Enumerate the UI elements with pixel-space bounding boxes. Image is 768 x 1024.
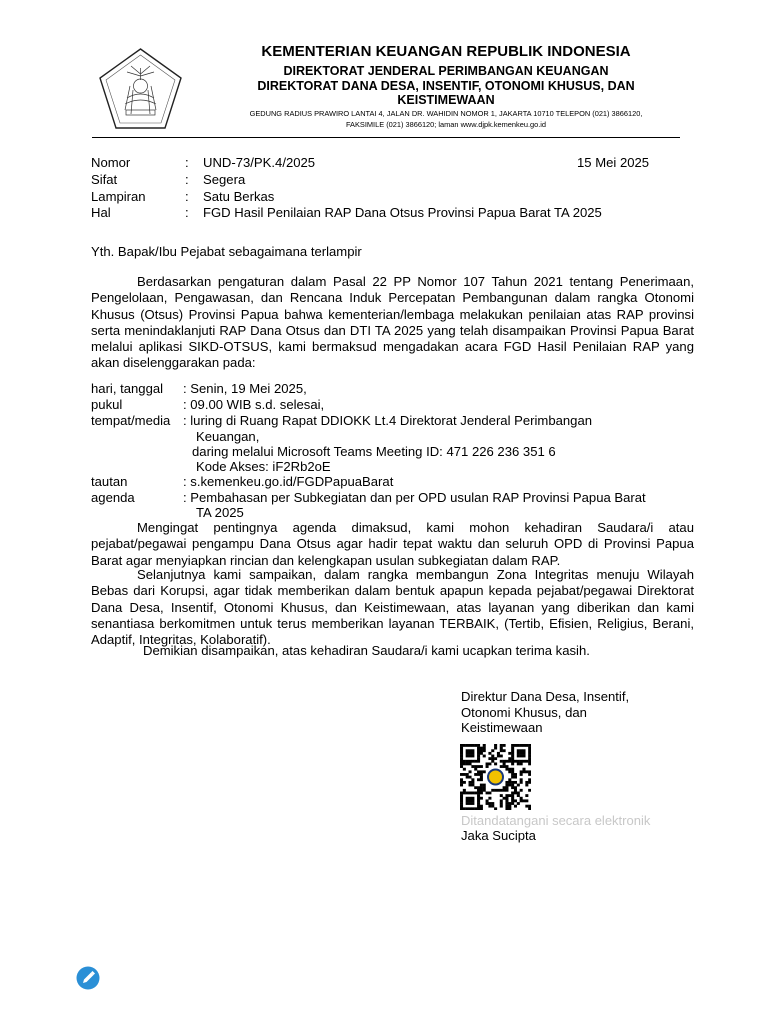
meeting-link[interactable]: : s.kemenkeu.go.id/FGDPapuaBarat <box>183 474 394 489</box>
directorate-names <box>206 64 686 108</box>
directorate-general: DIREKTORAT JENDERAL PERIMBANGAN KEUANGAN <box>283 64 609 78</box>
separator: : <box>185 155 189 170</box>
agenda-line-2: TA 2025 <box>196 505 244 520</box>
place-line-2: Keuangan, <box>196 429 260 444</box>
attachment-label: Lampiran <box>91 189 146 204</box>
time-label: pukul <box>91 397 123 412</box>
nature-label: Sifat <box>91 172 118 187</box>
place-line-4: Kode Akses: iF2Rb2oE <box>196 459 331 474</box>
ministry-name: KEMENTERIAN KEUANGAN REPUBLIK INDONESIA <box>261 43 631 60</box>
letter-date: 15 Mei 2025 <box>577 155 650 170</box>
intro-paragraph: Berdasarkan pengaturan dalam Pasal 22 PP Nomor 107 Tahun 2021 tentang Penerimaan, Pengelolaan, Pengawasan, dan Rencana Induk Percepatan Pembangunan dalam rangka Otonomi Khusus (Otsus) Provinsi Papua bahwa kementerian/lembaga melakukan penilaian atas RAP provinsi serta menindaklanjuti RAP Dana Otsus dan DTI TA 2025 yang telah disampaikan Provinsi Papua Barat melalui aplikasi SIKD-OTSUS, kami bermaksud mengadakan acara FGD Hasil Penilaian RAP yang akan diselenggarakan pada: <box>91 274 694 371</box>
agenda-line-1: : Pembahasan per Subkegiatan dan per OPD usulan RAP Provinsi Papua Barat <box>183 490 646 505</box>
letter-attachment: Satu Berkas <box>203 189 275 204</box>
signatory-title-line-2: Otonomi Khusus, dan <box>461 705 587 720</box>
signatory-title-line-3: Keistimewaan <box>461 720 543 735</box>
letterhead-divider <box>92 137 680 138</box>
letter-number: UND-73/PK.4/2025 <box>203 155 316 170</box>
agenda-label: agenda <box>91 490 135 505</box>
electronic-signature-note: Ditandatangani secara elektronik <box>461 813 651 828</box>
integrity-paragraph: Selanjutnya kami sampaikan, dalam rangka membangun Zona Integritas menuju Wilayah Bebas dari Korupsi, agar tidak memberikan dalam bentuk apapun kepada pejabat/pegawai Direktorat Dana Desa, Insentif, Otonomi Khusus, dan Keistimewaan, atas layanan yang diberikan dan kami senantiasa berkomitmen untuk terus memberikan layanan TERBAIK, (Tertib, Efisien, Religius, Berani, Adaptif, Integritas, Kolaboratif). <box>91 567 694 648</box>
day-label: hari, tanggal <box>91 381 164 396</box>
place-label: tempat/media <box>91 413 171 428</box>
link-label: tautan <box>91 474 128 489</box>
signatory-title-line-1: Direktur Dana Desa, Insentif, <box>461 689 630 704</box>
closing-paragraph: Demikian disampaikan, atas kehadiran Saudara/i kami ucapkan terima kasih. <box>143 643 590 658</box>
number-label: Nomor <box>91 155 131 170</box>
pencil-badge-icon[interactable] <box>76 966 100 990</box>
place-line-3: daring melalui Microsoft Teams Meeting ID: 471 226 236 351 6 <box>192 444 556 459</box>
letter-subject: FGD Hasil Penilaian RAP Dana Otsus Provinsi Papua Barat TA 2025 <box>203 205 602 220</box>
time-value: : 09.00 WIB s.d. selesai, <box>183 397 325 412</box>
place-line-1: : luring di Ruang Rapat DDIOKK Lt.4 Direktorat Jenderal Perimbangan <box>183 413 593 428</box>
subject-label: Hal <box>91 205 111 220</box>
ministry-logo-icon <box>97 46 184 132</box>
letter-nature: Segera <box>203 172 246 187</box>
qr-code-icon <box>460 744 531 810</box>
separator: : <box>185 189 189 204</box>
signatory-name: Jaka Sucipta <box>461 828 536 843</box>
importance-paragraph: Mengingat pentingnya agenda dimaksud, kami mohon kehadiran Saudara/i atau pejabat/pegawai pengampu Dana Otsus agar hadir tepat waktu dan seluruh OPD di Provinsi Papua Barat agar menyiapkan rincian dan kelengkapan usulan subkegiatan dalam RAP. <box>91 520 694 568</box>
directorate-line-1: DIREKTORAT DANA DESA, INSENTIF, OTONOMI KHUSUS, DAN <box>257 78 635 93</box>
separator: : <box>185 205 189 220</box>
salutation: Yth. Bapak/Ibu Pejabat sebagaimana terlampir <box>91 244 362 259</box>
address-line-2: FAKSIMILE (021) 3866120; laman www.djpk.kemenkeu.go.id <box>345 120 547 129</box>
letterhead-address <box>196 108 696 130</box>
directorate-line-2: KEISTIMEWAAN <box>397 93 495 107</box>
day-value: : Senin, 19 Mei 2025, <box>183 381 307 396</box>
separator: : <box>185 172 189 187</box>
address-line-1: GEDUNG RADIUS PRAWIRO LANTAI 4, JALAN DR. WAHIDIN NOMOR 1, JAKARTA 10710 TELEPON (021) 3866120, <box>249 109 643 118</box>
